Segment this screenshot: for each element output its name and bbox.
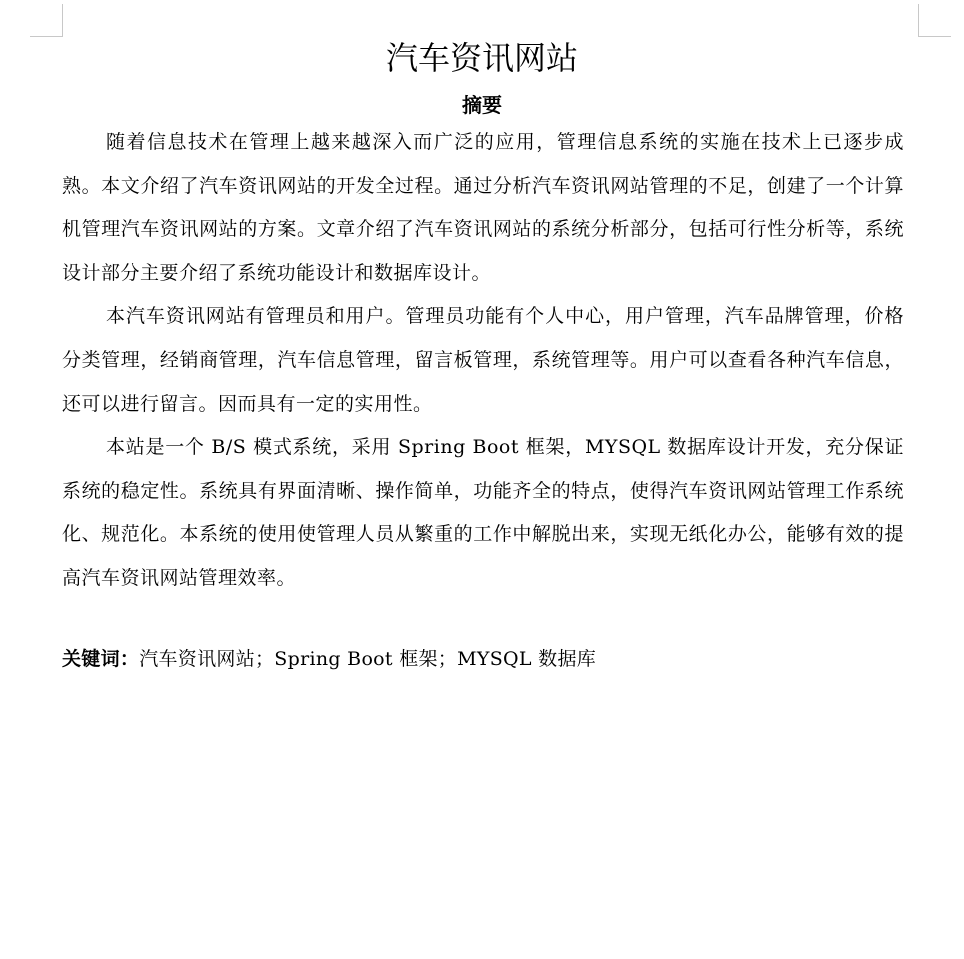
keywords-text: 汽车资讯网站；Spring Boot 框架；MYSQL 数据库 <box>139 648 597 670</box>
abstract-paragraph-2: 本汽车资讯网站有管理员和用户。管理员功能有个人中心，用户管理，汽车品牌管理，价格分类管理，经销商管理，汽车信息管理，留言板管理，系统管理等。用户可以查看各种汽车信息，还可以进行留言。因而具有一定的实用性。 <box>62 305 904 415</box>
abstract-paragraph-3: 本站是一个 B/S 模式系统，采用 Spring Boot 框架，MYSQL 数据库设计开发，充分保证系统的稳定性。系统具有界面清晰、操作简单，功能齐全的特点，使得汽车资讯网站管理工作系统化、规范化。本系统的使用使管理人员从繁重的工作中解脱出来，实现无纸化办公，能够有效的提高汽车资讯网站管理效率。 <box>62 436 904 589</box>
top-left-margin-mark <box>30 4 63 37</box>
abstract-body <box>62 121 904 601</box>
keywords-line <box>62 642 904 676</box>
abstract-heading: 摘要 <box>462 93 502 117</box>
keywords-label: 关键词： <box>62 648 140 670</box>
document-title: 汽车资讯网站 <box>385 39 578 77</box>
top-right-margin-mark <box>918 4 951 37</box>
abstract-paragraph-1: 随着信息技术在管理上越来越深入而广泛的应用，管理信息系统的实施在技术上已逐步成熟。本文介绍了汽车资讯网站的开发全过程。通过分析汽车资讯网站管理的不足，创建了一个计算机管理汽车资讯网站的方案。文章介绍了汽车资讯网站的系统分析部分，包括可行性分析等，系统设计部分主要介绍了系统功能设计和数据库设计。 <box>62 131 904 284</box>
